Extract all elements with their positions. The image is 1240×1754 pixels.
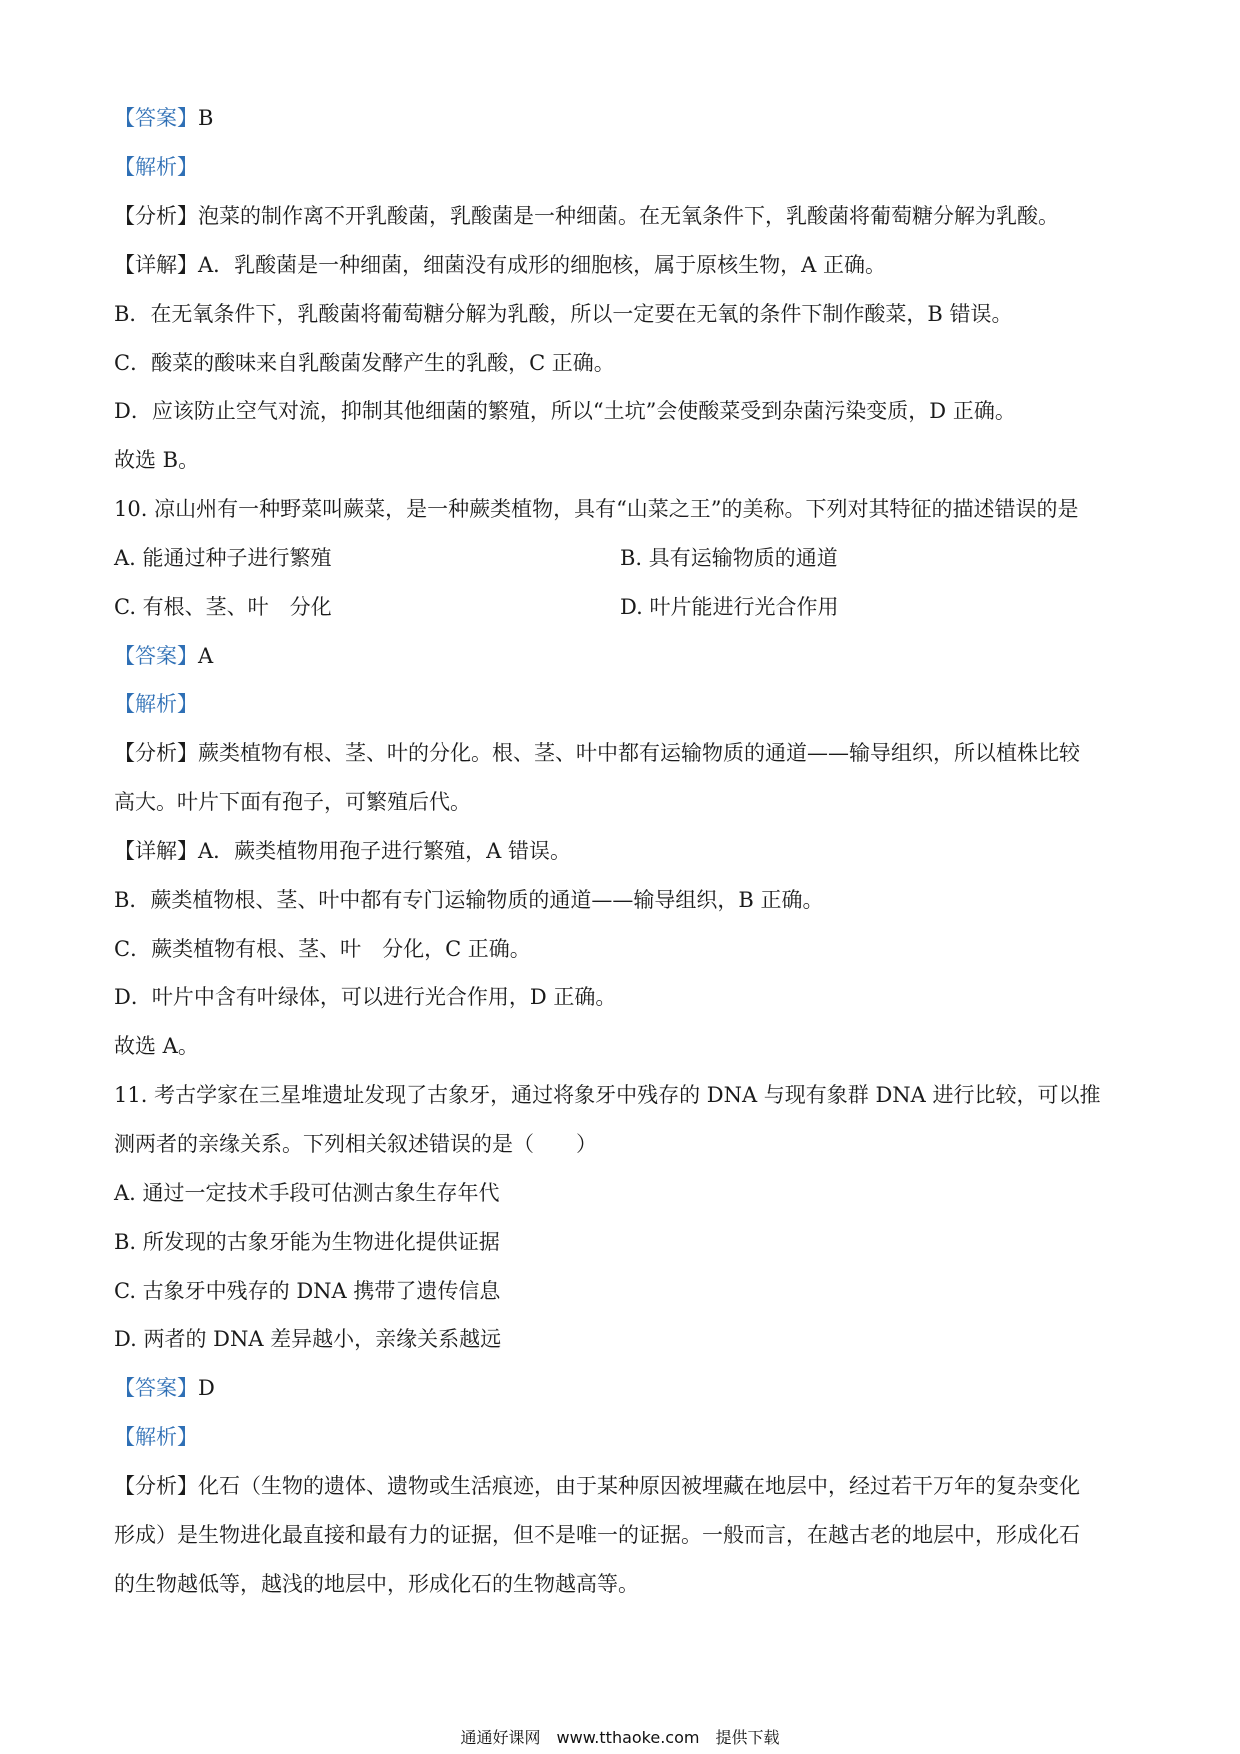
q10-analysis-tag: 【解析】 — [114, 692, 198, 716]
q10-detail-c: C．蕨类植物有根、茎、叶 分化，C 正确。 — [114, 937, 531, 961]
q11-analysis-tag: 【解析】 — [114, 1425, 198, 1449]
q10-fenxi-1: 【分析】蕨类植物有根、茎、叶的分化。根、茎、叶中都有运输物质的通道——输导组织，所以植株比较 — [114, 741, 1080, 765]
q10-option-d: D. 叶片能进行光合作用 — [620, 595, 839, 619]
q10-conclusion: 故选 A。 — [114, 1034, 199, 1058]
q11-option-d: D. 两者的 DNA 差异越小，亲缘关系越远 — [114, 1327, 502, 1351]
q11-fenxi-1: 【分析】化石（生物的遗体、遗物或生活痕迹，由于某种原因被埋藏在地层中，经过若干万年的复杂变化 — [114, 1474, 1080, 1498]
q11-stem-1: 11. 考古学家在三星堆遗址发现了古象牙，通过将象牙中残存的 DNA 与现有象群 DNA 进行比较，可以推 — [114, 1083, 1101, 1107]
q10-fenxi-2: 高大。叶片下面有孢子，可繁殖后代。 — [114, 790, 471, 814]
q9-detail-d: D．应该防止空气对流，抑制其他细菌的繁殖，所以“土坑”会使酸菜受到杂菌污染变质，D 正确。 — [114, 399, 1016, 423]
q9-analysis-tag: 【解析】 — [114, 155, 198, 179]
q10-answer-line — [114, 641, 213, 671]
q11-option-c: C. 古象牙中残存的 DNA 携带了遗传信息 — [114, 1279, 501, 1303]
q11-stem-2: 测两者的亲缘关系。下列相关叙述错误的是（ ） — [114, 1132, 597, 1156]
answer-value: D — [198, 1376, 215, 1400]
q9-fenxi: 【分析】泡菜的制作离不开乳酸菌，乳酸菌是一种细菌。在无氧条件下，乳酸菌将葡萄糖分解为乳酸。 — [114, 204, 1059, 228]
q10-option-a: A. 能通过种子进行繁殖 — [114, 546, 332, 570]
q10-option-b: B. 具有运输物质的通道 — [620, 546, 838, 570]
page-footer: 通通好课网 www.tthaoke.com 提供下载 — [460, 1728, 780, 1747]
answer-value: A — [198, 644, 214, 668]
answer-tag: 【答案】 — [114, 1376, 198, 1400]
q11-fenxi-3: 的生物越低等，越浅的地层中，形成化石的生物越高等。 — [114, 1572, 639, 1596]
q9-detail-a: 【详解】A．乳酸菌是一种细菌，细菌没有成形的细胞核，属于原核生物，A 正确。 — [114, 253, 887, 277]
q10-option-c: C. 有根、茎、叶 分化 — [114, 595, 332, 619]
q9-answer-line — [114, 103, 213, 133]
q11-answer-line — [114, 1373, 215, 1403]
q10-detail-d: D．叶片中含有叶绿体，可以进行光合作用，D 正确。 — [114, 985, 617, 1009]
answer-value: B — [198, 106, 214, 130]
q9-detail-b: B．在无氧条件下，乳酸菌将葡萄糖分解为乳酸，所以一定要在无氧的条件下制作酸菜，B 错误。 — [114, 302, 1013, 326]
answer-tag: 【答案】 — [114, 106, 198, 130]
q9-detail-c: C．酸菜的酸味来自乳酸菌发酵产生的乳酸，C 正确。 — [114, 351, 615, 375]
answer-tag: 【答案】 — [114, 644, 198, 668]
q10-detail-b: B．蕨类植物根、茎、叶中都有专门运输物质的通道——输导组织，B 正确。 — [114, 888, 824, 912]
q11-fenxi-2: 形成）是生物进化最直接和最有力的证据，但不是唯一的证据。一般而言，在越古老的地层中，形成化石 — [114, 1523, 1080, 1547]
q11-option-b: B. 所发现的古象牙能为生物进化提供证据 — [114, 1230, 500, 1254]
q9-conclusion: 故选 B。 — [114, 448, 200, 472]
q11-option-a: A. 通过一定技术手段可估测古象生存年代 — [114, 1181, 500, 1205]
q10-detail-a: 【详解】A．蕨类植物用孢子进行繁殖，A 错误。 — [114, 839, 572, 863]
q10-stem: 10. 凉山州有一种野菜叫蕨菜，是一种蕨类植物，具有“山菜之王”的美称。下列对其特征的描述错误的是 — [114, 497, 1079, 521]
